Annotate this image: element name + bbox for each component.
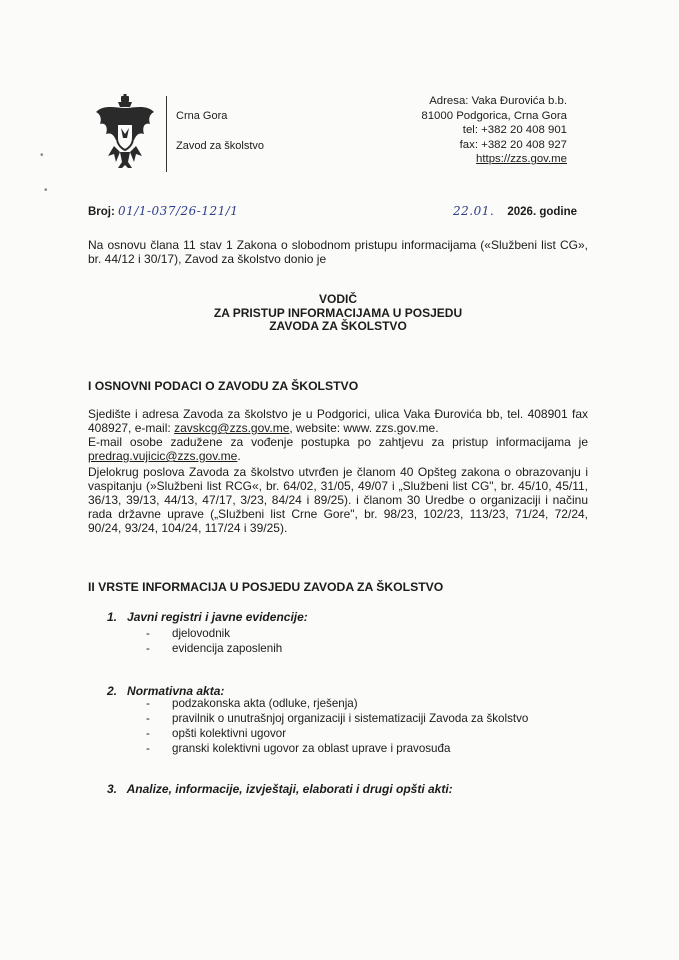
section-1-scope-paragraph: Djelokrug poslova Zavoda za školstvo utvrđen je članom 40 Opšteg zakona o obrazovanju i vaspitanju (»Službeni list RCG«, br. 64/02, 31/05, 49/07 i „Službeni list CG", br. 45/10, 45/11, 36/13, 39/13, 44/13, 47/17, 3/23, 84/24 i 89/25). i članom 30 Uredbe o organizaciji i načinu rada državne uprave („Službeni list Crne Gore", br. 98/23, 102/23, 113/23, 71/24, 72/24, 90/24, 93/24, 104/24, 117/24 i 39/25). <box>88 465 588 535</box>
title-line-2: ZA PRISTUP INFORMACIJAMA U POSJEDU <box>213 305 463 320</box>
document-title <box>88 293 588 334</box>
section-1-contact-paragraph: E-mail osobe zadužene za vođenje postupka po zahtjevu za pristup informacijama je predrag.vujicic@zzs.gov.me. <box>88 435 588 463</box>
intro-paragraph: Na osnovu člana 11 stav 1 Zakona o slobodnom pristupu informacijama («Službeni list CG», br. 44/12 i 30/17), Zavod za školstvo donio je <box>88 238 588 266</box>
coat-of-arms-icon <box>94 94 156 170</box>
reference-value: 01/1-037/26-121/1 <box>118 204 239 218</box>
institution-name: Zavod za školstvo <box>176 140 265 152</box>
reference-number <box>88 204 238 218</box>
contact-email-link[interactable]: predrag.vujicic@zzs.gov.me <box>88 449 238 463</box>
date-handwritten: 22.01. <box>453 204 495 218</box>
title-line-1: VODIČ <box>318 292 357 306</box>
list-item: - opšti kolektivni ugovor <box>146 726 528 741</box>
section-1-heading: I OSNOVNI PODACI O ZAVODU ZA ŠKOLSTVO <box>88 379 359 393</box>
contact-block <box>421 94 567 167</box>
list-item: - pravilnik o unutrašnjoj organizaciji i sistematizaciji Zavoda za školstvo <box>146 711 528 726</box>
email-link[interactable]: zavskcg@zzs.gov.me <box>174 421 290 435</box>
website-link[interactable]: https://zzs.gov.me <box>476 153 567 166</box>
scan-speck: • <box>40 150 44 161</box>
address-line-2: 81000 Podgorica, Crna Gora <box>421 109 567 122</box>
title-line-3: ZAVODA ZA ŠKOLSTVO <box>269 319 407 333</box>
country-name: Crna Gora <box>176 110 228 122</box>
subsection-2-list <box>146 696 528 756</box>
subsection-2-heading: 2. Normativna akta: <box>107 684 225 698</box>
section-1-address-paragraph: Sjedište i adresa Zavoda za školstvo je u Podgorici, ulica Vaka Đurovića bb, tel. 408901 fax 408927, e-mail: zavskcg@zzs.gov.me, website: www. zzs.gov.me. <box>88 407 588 435</box>
list-item: - djelovodnik <box>146 626 282 641</box>
list-item: - podzakonska akta (odluke, rješenja) <box>146 696 528 711</box>
subsection-3-heading: 3. Analize, informacije, izvještaji, elaborati i drugi opšti akti: <box>107 782 453 796</box>
reference-label: Broj: <box>88 206 115 218</box>
address-line-1: Adresa: Vaka Đurovića b.b. <box>429 95 567 107</box>
header-divider <box>166 96 167 172</box>
telephone: tel: +382 20 408 901 <box>462 124 567 137</box>
section-2-heading: II VRSTE INFORMACIJA U POSJEDU ZAVODA ZA ŠKOLSTVO <box>88 580 444 594</box>
fax: fax: +382 20 408 927 <box>459 138 567 151</box>
subsection-1-list <box>146 626 282 656</box>
list-item: - evidencija zaposlenih <box>146 641 282 656</box>
date-year: 2026. godine <box>507 206 578 218</box>
scan-speck: • <box>44 185 48 196</box>
document-date <box>453 204 577 218</box>
list-item: - granski kolektivni ugovor za oblast uprave i pravosuđa <box>146 741 528 756</box>
subsection-1-heading: 1. Javni registri i javne evidencije: <box>107 610 308 624</box>
